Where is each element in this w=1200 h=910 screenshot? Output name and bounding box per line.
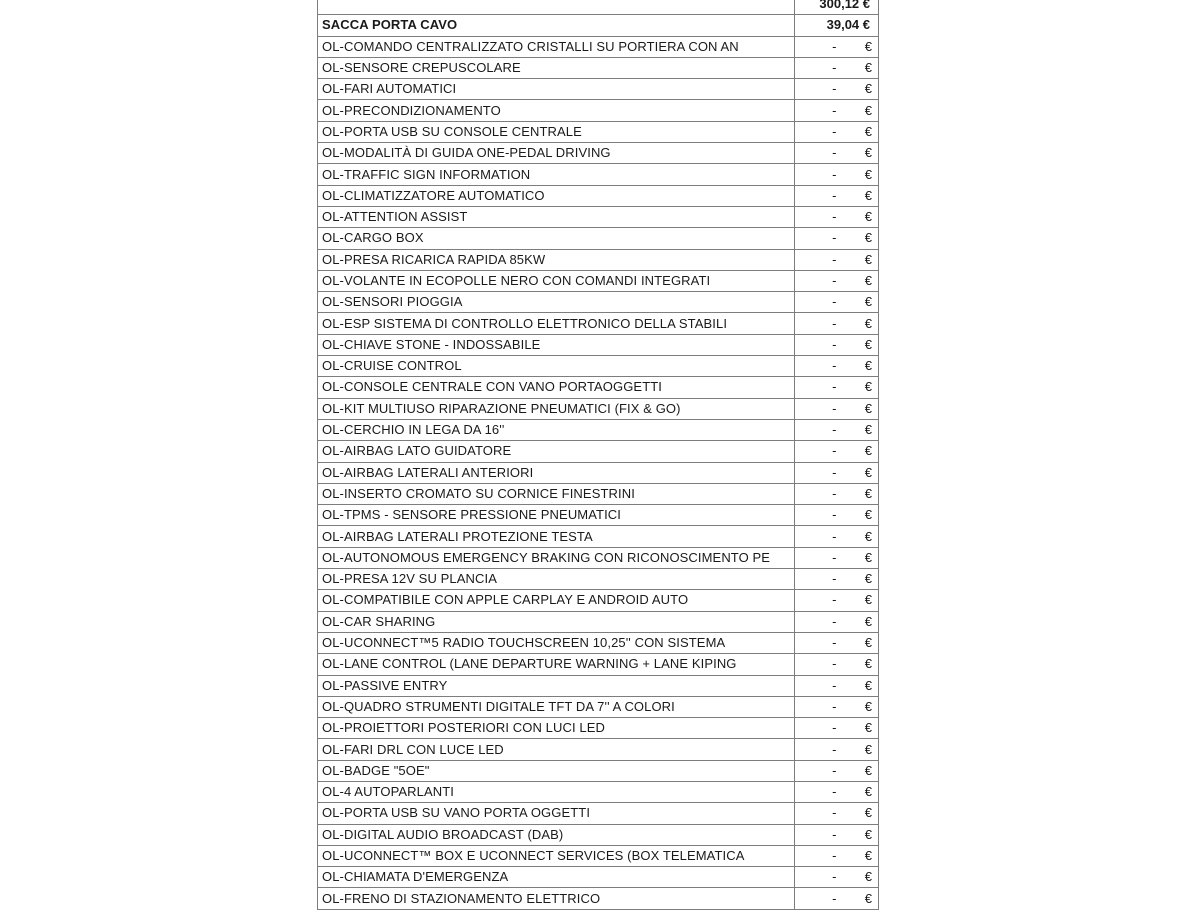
table-row [318, 462, 879, 483]
table-row [318, 36, 879, 57]
item-dash: - [795, 313, 837, 334]
table-row [318, 206, 879, 227]
table-row [318, 334, 879, 355]
item-dash: - [795, 760, 837, 781]
item-currency: € [837, 441, 879, 462]
table-row [318, 249, 879, 270]
item-currency: € [837, 526, 879, 547]
item-dash: - [795, 696, 837, 717]
item-name: OL-BADGE "5OE" [318, 760, 795, 781]
item-name: OL-AUTONOMOUS EMERGENCY BRAKING CON RICONOSCIMENTO PE [318, 547, 795, 568]
item-name: OL-LANE CONTROL (LANE DEPARTURE WARNING + LANE KIPING [318, 654, 795, 675]
table-row [318, 803, 879, 824]
item-dash: - [795, 356, 837, 377]
item-currency: € [837, 292, 879, 313]
item-name: OL-AIRBAG LATO GUIDATORE [318, 441, 795, 462]
table-row [318, 718, 879, 739]
item-currency: € [837, 185, 879, 206]
item-dash: - [795, 36, 837, 57]
item-name: OL-PRESA RICARICA RAPIDA 85KW [318, 249, 795, 270]
item-dash: - [795, 398, 837, 419]
item-currency: € [837, 675, 879, 696]
item-currency: € [837, 419, 879, 440]
item-currency: € [837, 739, 879, 760]
item-name: OL-SENSORE CREPUSCOLARE [318, 57, 795, 78]
item-dash: - [795, 505, 837, 526]
item-currency: € [837, 377, 879, 398]
table-row [318, 121, 879, 142]
item-dash: - [795, 377, 837, 398]
table-row [318, 867, 879, 888]
item-name: OL-CARGO BOX [318, 228, 795, 249]
item-name: OL-FARI DRL CON LUCE LED [318, 739, 795, 760]
table-row [318, 164, 879, 185]
table-row [318, 143, 879, 164]
item-dash: - [795, 143, 837, 164]
item-dash: - [795, 270, 837, 291]
item-name: OL-FRENO DI STAZIONAMENTO ELETTRICO [318, 888, 795, 909]
item-dash: - [795, 675, 837, 696]
item-name: OL-CHIAVE STONE - INDOSSABILE [318, 334, 795, 355]
item-currency: € [837, 100, 879, 121]
item-dash: - [795, 803, 837, 824]
item-dash: - [795, 441, 837, 462]
item-name: OL-CAR SHARING [318, 611, 795, 632]
item-name: OL-AIRBAG LATERALI ANTERIORI [318, 462, 795, 483]
table-row [318, 270, 879, 291]
table-row [318, 888, 879, 909]
item-dash: - [795, 867, 837, 888]
item-currency: € [837, 270, 879, 291]
item-currency: € [837, 313, 879, 334]
item-dash: - [795, 292, 837, 313]
item-name: OL-PROIETTORI POSTERIORI CON LUCI LED [318, 718, 795, 739]
table-row [318, 0, 879, 15]
item-currency: € [837, 803, 879, 824]
table-row [318, 228, 879, 249]
item-currency: € [837, 228, 879, 249]
item-price: 300,12 € [795, 0, 879, 15]
item-dash: - [795, 462, 837, 483]
item-dash: - [795, 483, 837, 504]
item-currency: € [837, 654, 879, 675]
item-dash: - [795, 79, 837, 100]
item-name: OL-PRECONDIZIONAMENTO [318, 100, 795, 121]
table-row [318, 15, 879, 36]
table-row [318, 590, 879, 611]
table-row [318, 441, 879, 462]
item-currency: € [837, 760, 879, 781]
table-row [318, 356, 879, 377]
item-name: OL-FARI AUTOMATICI [318, 79, 795, 100]
item-currency: € [837, 79, 879, 100]
price-sheet-table [317, 0, 879, 910]
table-row [318, 377, 879, 398]
item-currency: € [837, 781, 879, 802]
item-dash: - [795, 164, 837, 185]
item-name: OL-UCONNECT™5 RADIO TOUCHSCREEN 10,25'' CON SISTEMA [318, 632, 795, 653]
item-name: OL-AIRBAG LATERALI PROTEZIONE TESTA [318, 526, 795, 547]
item-dash: - [795, 526, 837, 547]
table-row [318, 185, 879, 206]
item-name: OL-CRUISE CONTROL [318, 356, 795, 377]
item-name [318, 0, 795, 15]
item-currency: € [837, 718, 879, 739]
item-currency: € [837, 206, 879, 227]
price-sheet-body [318, 0, 879, 909]
table-row [318, 569, 879, 590]
item-price: 39,04 € [795, 15, 879, 36]
item-name: OL-ESP SISTEMA DI CONTROLLO ELETTRONICO DELLA STABILI [318, 313, 795, 334]
item-name: OL-KIT MULTIUSO RIPARAZIONE PNEUMATICI (FIX & GO) [318, 398, 795, 419]
item-dash: - [795, 654, 837, 675]
table-row [318, 675, 879, 696]
item-name: OL-PRESA 12V SU PLANCIA [318, 569, 795, 590]
item-dash: - [795, 590, 837, 611]
item-dash: - [795, 57, 837, 78]
item-dash: - [795, 121, 837, 142]
item-name: SACCA PORTA CAVO [318, 15, 795, 36]
item-name: OL-CHIAMATA D'EMERGENZA [318, 867, 795, 888]
item-dash: - [795, 100, 837, 121]
item-dash: - [795, 632, 837, 653]
item-currency: € [837, 845, 879, 866]
item-currency: € [837, 611, 879, 632]
table-row [318, 632, 879, 653]
item-name: OL-TRAFFIC SIGN INFORMATION [318, 164, 795, 185]
item-currency: € [837, 590, 879, 611]
table-row [318, 824, 879, 845]
table-row [318, 654, 879, 675]
item-name: OL-QUADRO STRUMENTI DIGITALE TFT DA 7'' A COLORI [318, 696, 795, 717]
item-currency: € [837, 356, 879, 377]
table-row [318, 760, 879, 781]
item-currency: € [837, 462, 879, 483]
item-name: OL-VOLANTE IN ECOPOLLE NERO CON COMANDI INTEGRATI [318, 270, 795, 291]
item-name: OL-CONSOLE CENTRALE CON VANO PORTAOGGETTI [318, 377, 795, 398]
table-row [318, 505, 879, 526]
item-dash: - [795, 547, 837, 568]
item-currency: € [837, 867, 879, 888]
item-name: OL-INSERTO CROMATO SU CORNICE FINESTRINI [318, 483, 795, 504]
item-dash: - [795, 845, 837, 866]
table-row [318, 547, 879, 568]
table-row [318, 79, 879, 100]
item-name: OL-TPMS - SENSORE PRESSIONE PNEUMATICI [318, 505, 795, 526]
item-currency: € [837, 249, 879, 270]
item-currency: € [837, 888, 879, 909]
item-dash: - [795, 419, 837, 440]
item-dash: - [795, 718, 837, 739]
item-dash: - [795, 888, 837, 909]
item-currency: € [837, 632, 879, 653]
item-dash: - [795, 781, 837, 802]
table-row [318, 611, 879, 632]
table-row [318, 292, 879, 313]
table-row [318, 845, 879, 866]
item-name: OL-COMANDO CENTRALIZZATO CRISTALLI SU PORTIERA CON AN [318, 36, 795, 57]
item-name: OL-CLIMATIZZATORE AUTOMATICO [318, 185, 795, 206]
item-name: OL-DIGITAL AUDIO BROADCAST (DAB) [318, 824, 795, 845]
item-name: OL-4 AUTOPARLANTI [318, 781, 795, 802]
item-dash: - [795, 249, 837, 270]
item-currency: € [837, 569, 879, 590]
item-currency: € [837, 143, 879, 164]
item-name: OL-COMPATIBILE CON APPLE CARPLAY E ANDROID AUTO [318, 590, 795, 611]
item-dash: - [795, 206, 837, 227]
item-currency: € [837, 696, 879, 717]
item-name: OL-ATTENTION ASSIST [318, 206, 795, 227]
item-name: OL-UCONNECT™ BOX E UCONNECT SERVICES (BOX TELEMATICA [318, 845, 795, 866]
item-currency: € [837, 334, 879, 355]
table-row [318, 100, 879, 121]
item-dash: - [795, 569, 837, 590]
table-row [318, 696, 879, 717]
table-row [318, 398, 879, 419]
item-name: OL-SENSORI PIOGGIA [318, 292, 795, 313]
table-row [318, 781, 879, 802]
item-currency: € [837, 57, 879, 78]
table-row [318, 419, 879, 440]
item-currency: € [837, 121, 879, 142]
item-currency: € [837, 398, 879, 419]
item-name: OL-PORTA USB SU CONSOLE CENTRALE [318, 121, 795, 142]
item-dash: - [795, 824, 837, 845]
table-row [318, 739, 879, 760]
item-currency: € [837, 824, 879, 845]
item-currency: € [837, 483, 879, 504]
item-currency: € [837, 505, 879, 526]
item-dash: - [795, 228, 837, 249]
item-currency: € [837, 164, 879, 185]
item-currency: € [837, 36, 879, 57]
item-dash: - [795, 739, 837, 760]
item-dash: - [795, 185, 837, 206]
item-name: OL-CERCHIO IN LEGA DA 16'' [318, 419, 795, 440]
table-row [318, 526, 879, 547]
table-row [318, 57, 879, 78]
table-row [318, 483, 879, 504]
table-row [318, 313, 879, 334]
item-name: OL-MODALITÀ DI GUIDA ONE-PEDAL DRIVING [318, 143, 795, 164]
item-name: OL-PASSIVE ENTRY [318, 675, 795, 696]
item-currency: € [837, 547, 879, 568]
item-name: OL-PORTA USB SU VANO PORTA OGGETTI [318, 803, 795, 824]
item-dash: - [795, 611, 837, 632]
item-dash: - [795, 334, 837, 355]
